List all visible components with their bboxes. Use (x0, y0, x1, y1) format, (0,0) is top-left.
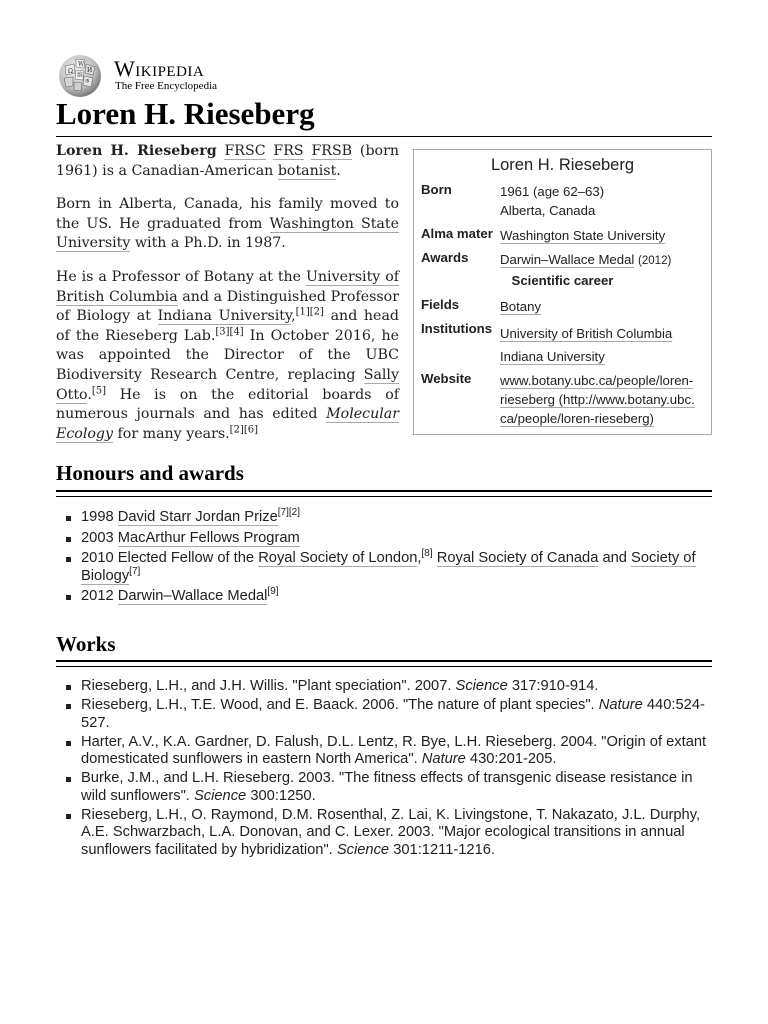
lead-section (56, 142, 399, 458)
infobox (413, 149, 712, 435)
lead-text: He is a Professor of Botany at the (56, 268, 306, 285)
svg-text:ক: ক (85, 78, 90, 85)
section-divider (56, 660, 712, 662)
works-heading: Works (56, 632, 116, 656)
list-item (56, 678, 712, 696)
infobox-section-header: Scientific career (511, 273, 614, 288)
infobox-label: Fields (421, 297, 460, 312)
alma-mater-link[interactable]: Washington State University (500, 228, 666, 243)
society-of-biology-link[interactable]: Society of Biology (81, 550, 696, 584)
lead-paragraph-3 (56, 268, 399, 444)
list-text: 1998 (81, 509, 118, 525)
lead-paragraph-1 (56, 142, 399, 181)
subject-name: Loren H. Rieseberg (56, 143, 217, 159)
list-item (56, 770, 712, 805)
royal-society-canada-link[interactable]: Royal Society of Canada (436, 550, 599, 566)
infobox-value (500, 371, 712, 428)
botanist-link[interactable]: botanist (277, 162, 337, 179)
list-item (56, 734, 712, 769)
title-divider (56, 136, 712, 137)
infobox-value (500, 322, 712, 368)
site-wordmark: Wikipedia (114, 56, 205, 81)
citation-ref[interactable]: [1][2] (295, 306, 324, 318)
list-item (56, 509, 712, 527)
infobox-title: Loren H. Rieseberg (490, 156, 635, 174)
born-place: Alberta, Canada (500, 203, 596, 218)
site-tagline: The Free Encyclopedia (115, 80, 218, 92)
journal-name: Science (455, 678, 508, 694)
infobox-value (500, 226, 712, 245)
svg-text:Ω: Ω (68, 68, 73, 75)
website-link[interactable]: ca/people/loren-rieseberg) (500, 411, 654, 426)
postnominal-frsc-link[interactable]: FRSC (224, 143, 266, 159)
lead-text: (born 1961) is a Canadian-American (56, 143, 399, 179)
journal-name: Science (336, 841, 390, 858)
lead-text: for many years. (113, 425, 230, 442)
website-link[interactable]: www.botany.ubc.ca/people/loren- (500, 373, 694, 388)
honours-heading: Honours and awards (56, 461, 244, 485)
ubc-link[interactable]: University of British Columbia (56, 268, 399, 305)
list-text: 440:524-527. (81, 697, 705, 731)
lead-text: . (87, 386, 92, 403)
institution-link[interactable]: Indiana University (500, 349, 605, 364)
infobox-label: Awards (421, 250, 469, 265)
svg-text:И: И (87, 67, 93, 74)
list-item (56, 550, 712, 585)
section-divider (56, 666, 712, 667)
royal-society-london-link[interactable]: Royal Society of London (258, 550, 418, 566)
citation-ref[interactable]: [5] (91, 384, 107, 396)
sally-otto-link[interactable]: Sally Otto (56, 366, 399, 403)
indiana-university-link[interactable]: Indiana University (157, 308, 292, 325)
list-text: Rieseberg, L.H., and J.H. Willis. "Plant speciation". 2007. (81, 678, 456, 694)
list-item (56, 588, 712, 606)
postnominal-frs-link[interactable]: FRS (273, 143, 304, 159)
journal-name: Nature (421, 751, 466, 767)
section-divider (56, 490, 712, 492)
list-text: 301:1211-1216. (389, 841, 496, 858)
citation-ref[interactable]: [2][6] (229, 423, 258, 435)
infobox-label: Alma mater (421, 226, 493, 241)
award-link[interactable]: David Starr Jordan Prize (117, 509, 278, 525)
award-link[interactable]: Darwin–Wallace Medal (500, 252, 635, 267)
journal-name: Nature (598, 697, 643, 713)
infobox-label: Website (421, 371, 472, 386)
list-item (56, 697, 712, 732)
infobox-value (500, 250, 712, 271)
molecular-ecology-link[interactable]: Molecular Ecology (56, 406, 399, 442)
fields-link[interactable]: Botany (500, 299, 542, 314)
wikipedia-globe-icon (56, 54, 104, 98)
citation-ref[interactable]: [3][4] (215, 326, 244, 338)
svg-text:維: 維 (77, 72, 84, 79)
lead-text: . (336, 162, 341, 179)
institution-link[interactable]: University of British Columbia (500, 326, 673, 341)
infobox-value (500, 297, 712, 316)
born-date: 1961 (age 62–63) (500, 184, 605, 199)
website-link[interactable]: rieseberg (http://www.botany.ubc. (500, 392, 695, 407)
award-link[interactable]: Darwin–Wallace Medal (117, 588, 268, 604)
svg-text:W: W (78, 61, 85, 68)
list-text: 2010 Elected Fellow of the (81, 550, 259, 566)
list-item (56, 807, 712, 860)
citation-ref[interactable]: [7][2] (277, 507, 301, 519)
award-link[interactable]: MacArthur Fellows Program (117, 529, 300, 546)
list-item (56, 530, 712, 548)
postnominal-frsb-link[interactable]: FRSB (311, 143, 353, 159)
citation-ref[interactable]: [7] (129, 565, 141, 577)
honours-list (56, 509, 712, 609)
section-divider (56, 496, 712, 497)
lead-text: Born in Alberta, Canada, his family moved to the US. He graduated from (56, 196, 399, 232)
award-year: (2012) (638, 255, 672, 267)
lead-text: with a Ph.D. in 1987. (130, 235, 286, 252)
list-text: Burke, J.M., and L.H. Rieseberg. 2003. "The fitness effects of transgenic disease resistance in wild sunflowers". (81, 770, 693, 804)
lead-text: In October 2016, he was appointed the Director of the UBC Biodiversity Research Centre, replacing (56, 327, 399, 383)
list-text: 2003 (81, 529, 118, 546)
list-text: Harter, A.V., K.A. Gardner, D. Falush, D.L. Lentz, R. Bye, L.H. Rieseberg. 2004. "Origin of extant domesticated sunflowers in eastern North America". (81, 733, 707, 767)
lead-paragraph-2 (56, 195, 399, 254)
list-text: and (598, 550, 632, 566)
lead-text: , (291, 308, 296, 325)
infobox-label: Born (421, 182, 452, 197)
works-list (56, 678, 712, 861)
lead-text: and a Distinguished Professor of Biology at (56, 288, 399, 325)
citation-ref[interactable]: [8] (421, 548, 433, 560)
infobox-value (500, 182, 712, 220)
lead-text: and head of the Rieseberg Lab. (56, 308, 399, 344)
list-text: 430:201-205. (465, 751, 557, 767)
lead-text: He is on the editorial boards of numerous journals and has edited (56, 386, 399, 423)
list-text: Rieseberg, L.H., O. Raymond, D.M. Rosenthal, Z. Lai, K. Livingstone, T. Nakazato, J.L. Durphy, A.E. Schwarzbach, L.A. Donovan, and C. Lexer. 2003. "Major ecological transitions in annual sunflowers facilitated by hybridization". (81, 806, 701, 858)
list-text: 2012 (81, 588, 118, 604)
list-text: , (417, 550, 422, 566)
page-title: Loren H. Rieseberg (56, 96, 315, 131)
list-text: 300:1250. (246, 787, 316, 804)
journal-name: Science (193, 787, 247, 804)
list-text: 317:910-914. (507, 678, 599, 694)
washington-state-university-link[interactable]: Washington State University (56, 215, 399, 252)
citation-ref[interactable]: [9] (267, 586, 279, 598)
list-text: Rieseberg, L.H., T.E. Wood, and E. Baack. 2006. "The nature of plant species". (81, 697, 599, 713)
infobox-label: Institutions (421, 321, 493, 336)
